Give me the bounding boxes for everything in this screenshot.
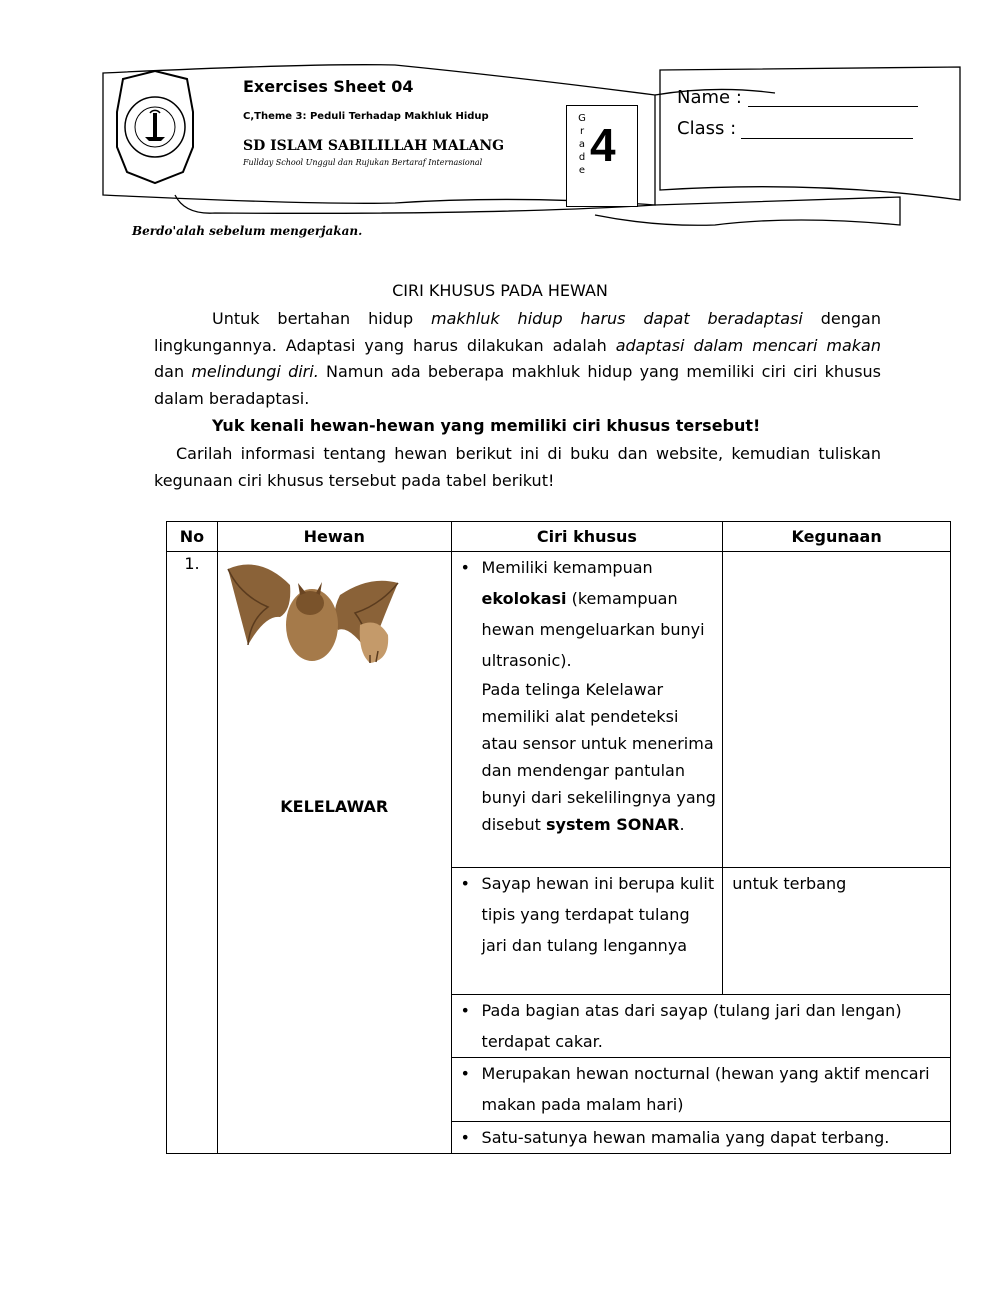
trait-5: • Satu-satunya hewan mamalia yang dapat terbang. [451,1122,950,1154]
row-number: 1. [167,552,218,1154]
school-seal-icon [117,71,193,183]
school-name: SD ISLAM SABILILLAH MALANG [243,138,505,154]
animal-name: KELELAWAR [280,797,389,816]
bullet-icon: • [460,1001,470,1020]
bullet-icon: • [460,874,470,893]
animal-cell [217,552,451,1154]
header-ciri-khusus: Ciri khusus [451,522,723,552]
trait-2-use[interactable]: untuk terbang [723,868,951,995]
trait-4: • Merupakan hewan nocturnal (hewan yang aktif mencari makan pada malam hari) [451,1058,950,1122]
bullet-icon: • [460,1128,470,1147]
call-to-action: Yuk kenali hewan-hewan yang memiliki ciri khusus tersebut! [212,416,761,435]
class-field[interactable] [741,138,913,139]
grade-number: 4 [590,119,616,171]
table-row [167,552,951,868]
prayer-note: Berdo'alah sebelum mengerjakan. [132,224,363,238]
trait-1-use-input[interactable] [723,552,951,868]
name-label: Name : [677,87,742,108]
traits-table [166,521,951,1154]
bullet-icon: • [460,1064,470,1083]
intro-paragraph: Untuk bertahan hidup makhluk hidup harus dapat beradaptasi dengan lingkungannya. Adaptasi yang harus dilakukan adalah adaptasi dalam mencari makan dan melindungi diri. Namun ada beberapa makhluk hidup yang memiliki ciri ciri khusus dalam beradaptasi. [154,309,882,408]
trait-2: • Sayap hewan ini berupa kulit tipis yang terdapat tulang jari dan tulang lengannya [451,868,723,995]
theme-label: C,Theme 3: Peduli Terhadap Makhluk Hidup [243,111,489,122]
bat-image-icon [220,555,420,685]
header-hewan: Hewan [217,522,451,552]
bullet-icon: • [460,558,470,577]
header-no: No [167,522,218,552]
instruction-paragraph: Carilah informasi tentang hewan berikut ini di buku dan website, kemudian tuliskan kegunaan ciri khusus tersebut pada tabel berikut! [154,444,881,490]
trait-3: • Pada bagian atas dari sayap (tulang jari dan lengan) terdapat cakar. [451,995,950,1058]
trait-1: • Memiliki kemampuan ekolokasi (kemampuan hewan mengeluarkan bunyi ultrasonic). Pada telinga Kelelawar memiliki alat pendeteksi atau sensor untuk menerima dan mendengar pantulan bunyi dari sekelilingnya yang disebut system SONAR. [451,552,723,868]
sheet-title: Exercises Sheet 04 [243,77,414,96]
page-title: CIRI KHUSUS PADA HEWAN [392,281,608,300]
header-kegunaan: Kegunaan [723,522,951,552]
header-banner [95,55,975,230]
name-field[interactable] [748,106,918,107]
grade-label: G r a d e [578,113,586,176]
class-label: Class : [677,118,737,139]
school-tagline: Fullday School Unggul dan Rujukan Bertaraf Internasional [243,158,483,167]
table-header-row [167,522,951,552]
